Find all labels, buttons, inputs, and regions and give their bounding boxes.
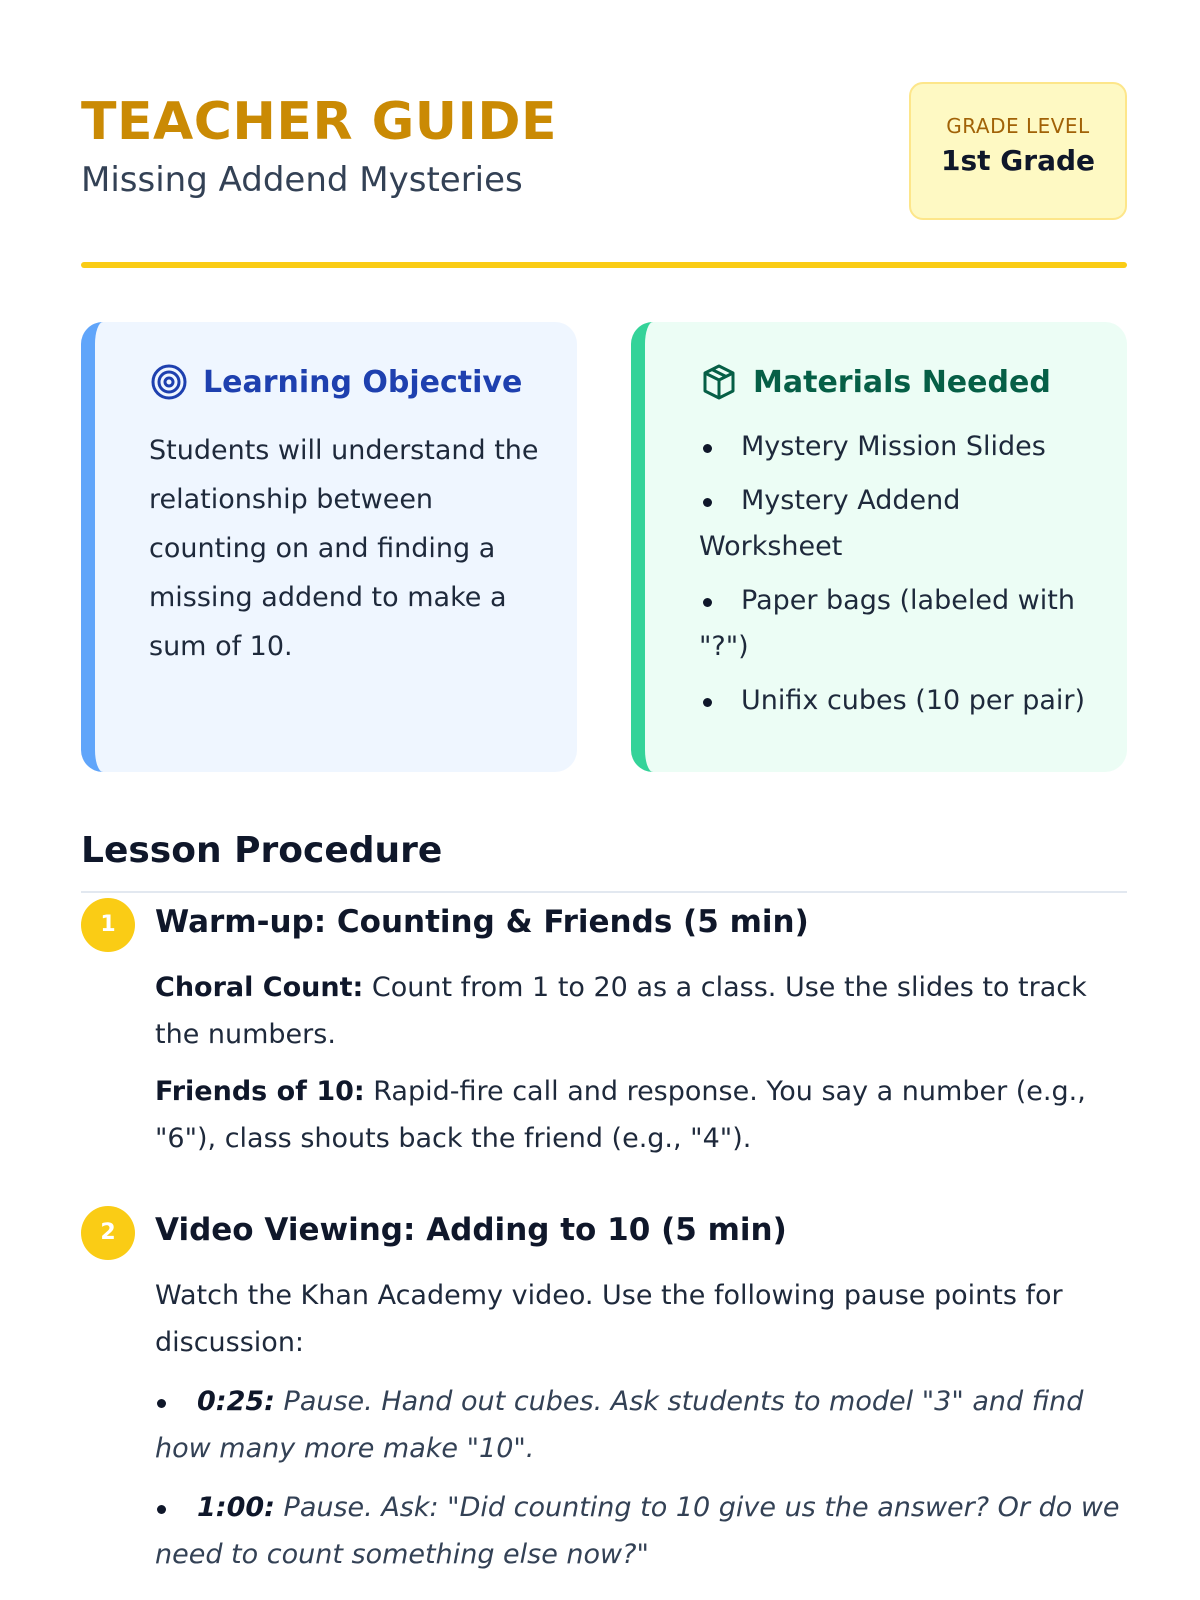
step-body [155,1272,1127,1590]
grade-level-label: GRADE LEVEL [946,114,1090,138]
lesson-procedure-heading: Lesson Procedure [81,830,443,871]
learning-objective-card [81,322,577,772]
step-body [155,964,1127,1162]
friends-of-10-paragraph [155,1068,1127,1162]
pause-time: 0:25: [197,1386,275,1417]
list-item: Unifix cubes (10 per pair) [699,678,1091,724]
pause-points-list [155,1378,1127,1578]
grade-level-badge [909,82,1127,220]
paragraph-text: Count from 1 to 20 as a class. Use the slides to track the numbers. [155,972,1087,1050]
procedure-divider [81,891,1127,893]
learning-objective-text: Students will understand the relationship between counting on and finding a missing addend to make a sum of 10. [149,435,539,662]
list-item: Paper bags (labeled with "?") [699,578,1091,670]
materials-header [699,360,1091,404]
list-item: Mystery Mission Slides [699,424,1091,470]
step-title: Video Viewing: Adding to 10 (5 min) [155,1212,787,1248]
pause-time: 1:00: [197,1492,275,1523]
pause-text: Pause. Ask: "Did counting to 10 give us the answer? Or do we need to count something else now?" [155,1492,1120,1570]
learning-objective-header [149,360,541,404]
materials-title: Materials Needed [753,364,1051,400]
list-item: Mystery Addend Worksheet [699,478,1091,570]
materials-card [631,322,1127,772]
header-divider [81,262,1127,268]
step-number-badge: 1 [81,898,135,952]
target-icon [149,362,189,402]
materials-list [699,424,1091,724]
grade-level-value: 1st Grade [941,144,1095,177]
box-icon [699,362,739,402]
page-title: TEACHER GUIDE [81,92,558,152]
video-intro-paragraph: Watch the Khan Academy video. Use the following pause points for discussion: [155,1280,1063,1358]
step-title: Warm-up: Counting & Friends (5 min) [155,904,809,940]
paragraph-label: Choral Count: [155,972,364,1003]
paragraph-text: Rapid-fire call and response. You say a number (e.g., "6"), class shouts back the friend (e.g., "4"). [155,1076,1086,1154]
list-item [155,1484,1127,1578]
step-number-badge: 2 [81,1206,135,1260]
teacher-guide-page [81,0,1127,1600]
page-subtitle: Missing Addend Mysteries [81,160,523,200]
choral-count-paragraph [155,964,1127,1058]
list-item [155,1378,1127,1472]
paragraph-label: Friends of 10: [155,1076,365,1107]
pause-text: Pause. Hand out cubes. Ask students to model "3" and find how many more make "10". [155,1386,1084,1464]
header [81,88,1127,228]
learning-objective-title: Learning Objective [203,364,523,400]
